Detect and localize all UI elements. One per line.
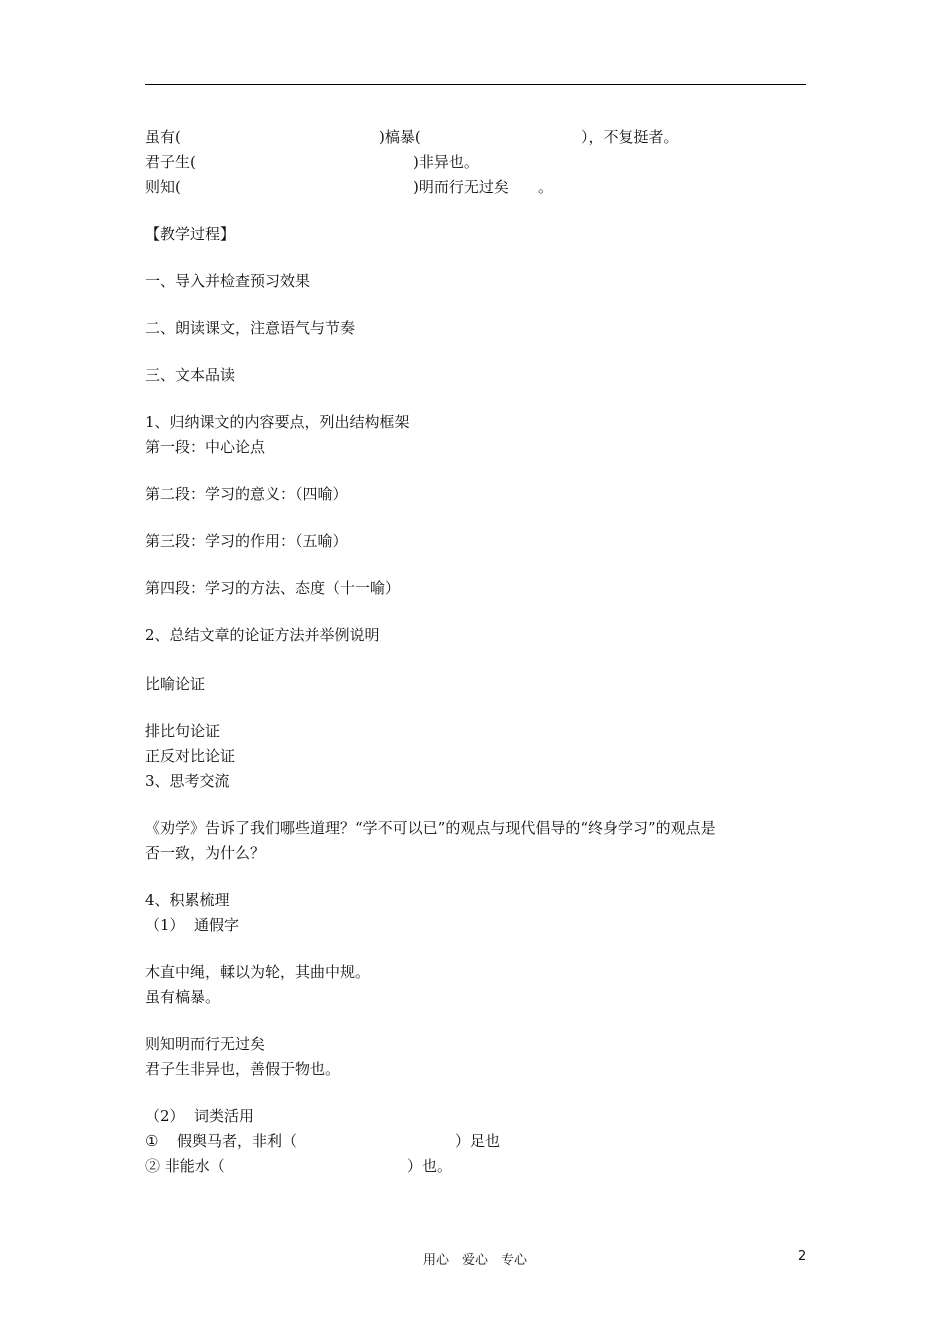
subsection-2-label: 词类活用	[194, 1107, 255, 1125]
blank-line-2-start: 君子生(	[145, 153, 196, 171]
method-contrast: 正反对比论证	[145, 747, 236, 765]
item-2-title: 2、总结文章的论证方法并举例说明	[145, 626, 380, 644]
blank-line-2-end: )非异也。	[413, 153, 479, 171]
item-3-title: 3、思考交流	[145, 772, 230, 790]
conversion-item-1-end: ）足也	[455, 1132, 501, 1150]
paragraph-1-summary: 第一段：中心论点	[145, 438, 266, 456]
method-parallelism: 排比句论证	[145, 722, 221, 740]
conversion-item-1-number: ①	[145, 1132, 159, 1150]
blank-line-1-start: 虽有(	[145, 128, 181, 146]
subsection-1-number: （1）	[145, 916, 185, 934]
paragraph-2-summary: 第二段：学习的意义：（四喻）	[145, 485, 348, 503]
example-1: 木直中绳，輮以为轮，其曲中规。	[145, 963, 371, 981]
blank-line-1-middle: )槁暴(	[379, 128, 421, 146]
section-heading: 【教学过程】	[145, 225, 236, 243]
discussion-question-line-2: 否一致，为什么？	[145, 844, 266, 862]
paragraph-3-summary: 第三段：学习的作用：（五喻）	[145, 532, 348, 550]
conversion-item-2-start: ② 非能水（	[145, 1157, 225, 1175]
step-1: 一、导入并检查预习效果	[145, 272, 311, 290]
subsection-1-label: 通假字	[194, 916, 240, 934]
example-4: 君子生非异也，善假于物也。	[145, 1060, 341, 1078]
paragraph-4-summary: 第四段：学习的方法、态度（十一喻）	[145, 579, 401, 597]
blank-line-3-start: 则知(	[145, 178, 181, 196]
header-rule	[145, 84, 806, 85]
conversion-item-1-start: 假舆马者，非利（	[177, 1132, 298, 1150]
page-number: 2	[798, 1249, 807, 1264]
blank-line-3-middle: )明而行无过矣	[413, 178, 509, 196]
conversion-item-2-end: ）也。	[407, 1157, 453, 1175]
example-3: 则知明而行无过矣	[145, 1035, 266, 1053]
example-2: 虽有槁暴。	[145, 988, 221, 1006]
item-4-title: 4、积累梳理	[145, 891, 230, 909]
blank-line-3-end: 。	[538, 178, 554, 196]
subsection-2-number: （2）	[145, 1107, 185, 1125]
blank-line-1-end: ），不复挺者。	[581, 128, 679, 146]
item-1-title: 1、归纳课文的内容要点，列出结构框架	[145, 413, 410, 431]
step-3: 三、文本品读	[145, 366, 236, 384]
method-metaphor: 比喻论证	[145, 675, 206, 693]
step-2: 二、朗读课文，注意语气与节奏	[145, 319, 356, 337]
discussion-question-line-1: 《劝学》告诉了我们哪些道理？“学不可以已”的观点与现代倡导的“终身学习”的观点是	[145, 819, 716, 837]
footer-motto: 用心 爱心 专心	[422, 1253, 527, 1268]
